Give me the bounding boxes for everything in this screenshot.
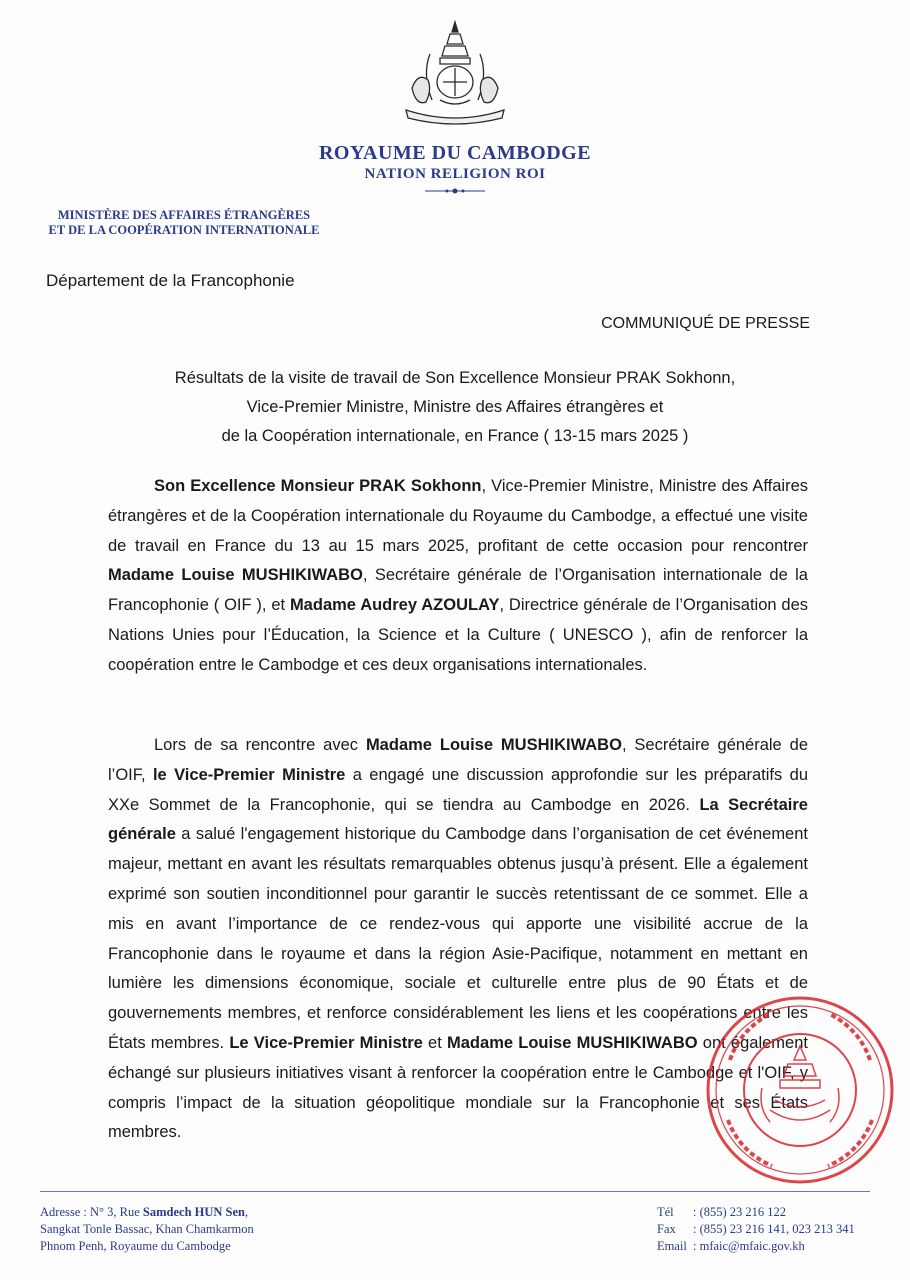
- document-type: COMMUNIQUÉ DE PRESSE: [601, 315, 810, 332]
- ministry-name: [40, 208, 328, 238]
- ornament-divider: [425, 186, 485, 196]
- ministry-line-1: MINISTÈRE DES AFFAIRES ÉTRANGÈRES: [57, 208, 311, 222]
- fax-line: [657, 1221, 855, 1238]
- phone-line: [657, 1204, 855, 1221]
- phone-label: Tél: [657, 1205, 674, 1219]
- paragraph-text: , Directrice générale de l’Organisation des Nations Unies pour l’Éducation, la Science et la Culture ( UNESCO ), afin de renforcer la coopération entre le Cambodge et ces deux organisations internationales.: [108, 596, 809, 674]
- royal-crest-icon: [400, 18, 510, 130]
- fax-value: : (855) 23 216 141, 023 213 341: [693, 1222, 855, 1236]
- bold-name: Madame Louise MUSHIKIWABO: [447, 1033, 698, 1052]
- phone-value: : (855) 23 216 122: [693, 1205, 787, 1219]
- paragraph-text: a salué l'engagement historique du Cambodge dans l’organisation de cet événement majeur, mettant en avant les résultats remarquables obtenus jusqu’à présent. Elle a également exprimé son soutien inconditionnel pour garantir le succès retentissant de ce sommet. Elle a mis en avant l’importance de ce rendez-vous qui apporte une visibilité accrue de la Francophonie dans le royaume et dans la région Asie-Pacifique, notamment en mettant en lumière les dimensions économique, sociale et culturelle entre plus de 90 États et de gouvernements membres, et renforce considérablement les liens et les coopérations entre les États membres.: [108, 825, 808, 1052]
- bold-name: Le Vice-Premier Ministre: [229, 1033, 423, 1052]
- address-line-3: Phnom Penh, Royaume du Cambodge: [40, 1239, 231, 1253]
- footer-divider: [40, 1191, 870, 1192]
- bold-name: Madame Louise MUSHIKIWABO: [365, 736, 622, 754]
- national-motto: NATION RELIGION ROI: [364, 166, 546, 182]
- kingdom-title: ROYAUME DU CAMBODGE: [318, 142, 592, 164]
- bold-name: Madame Audrey AZOULAY: [289, 596, 500, 615]
- footer-contact: [657, 1204, 855, 1255]
- paragraph-text: Lors de sa rencontre avec: [154, 736, 366, 754]
- paragraph-1: [108, 472, 808, 681]
- address-street: Samdech HUN Sen: [142, 1205, 245, 1219]
- bold-name: Son Excellence Monsieur PRAK Sokhonn: [154, 477, 482, 495]
- address-suffix: ,: [245, 1205, 249, 1219]
- email-label: Email: [657, 1239, 687, 1253]
- email-value: : mfaic@mfaic.gov.kh: [693, 1239, 805, 1253]
- title-line-2: Vice-Premier Ministre, Ministre des Affaires étrangères et: [246, 398, 664, 416]
- title-line-1: Résultats de la visite de travail de Son Excellence Monsieur PRAK Sokhonn,: [174, 369, 736, 387]
- bold-name: Madame Louise MUSHIKIWABO: [108, 566, 363, 585]
- department-name: Département de la Francophonie: [46, 271, 295, 290]
- address-line-2: Sangkat Tonle Bassac, Khan Chamkarmon: [40, 1222, 254, 1236]
- address-line-1: [40, 1204, 254, 1221]
- address-prefix: Adresse : N° 3, Rue: [40, 1205, 143, 1219]
- footer-address: [40, 1204, 254, 1255]
- title-line-3: de la Coopération internationale, en France ( 13-15 mars 2025 ): [221, 427, 689, 445]
- email-line: [657, 1238, 855, 1255]
- official-seal-icon: [700, 990, 900, 1190]
- paragraph-text: , Secrétaire générale de l’Organisation internationale de la Francophonie ( OIF ), et: [108, 566, 808, 615]
- ministry-line-2: ET DE LA COOPÉRATION INTERNATIONALE: [48, 223, 320, 237]
- bold-name: le Vice-Premier Ministre: [152, 765, 346, 784]
- paragraph-text: , Secrétaire générale de l’OIF,: [108, 736, 808, 784]
- fax-label: Fax: [657, 1222, 676, 1236]
- paragraph-text: , Vice-Premier Ministre, Ministre des Affaires étrangères et de la Coopération internationale du Royaume du Cambodge, a effectué une visite de travail en France du 13 au 15 mars 2025, profitant de cette occasion pour rencontrer: [108, 477, 808, 555]
- paragraph-text: et: [422, 1033, 448, 1052]
- press-release-title: [60, 364, 850, 451]
- bold-name: La Secrétaire générale: [108, 795, 808, 844]
- paragraph-text: a engagé une discussion approfondie sur les préparatifs du XXe Sommet de la Francophonie, qui se tiendra au Cambodge en 2026.: [108, 765, 808, 814]
- paragraph-text: ont également échangé sur plusieurs initiatives visant à renforcer la coopération entre le Cambodge et l'OIF, y compris l’impact de la situation géopolitique mondiale sur la Francophonie et ses États membres.: [108, 1033, 808, 1142]
